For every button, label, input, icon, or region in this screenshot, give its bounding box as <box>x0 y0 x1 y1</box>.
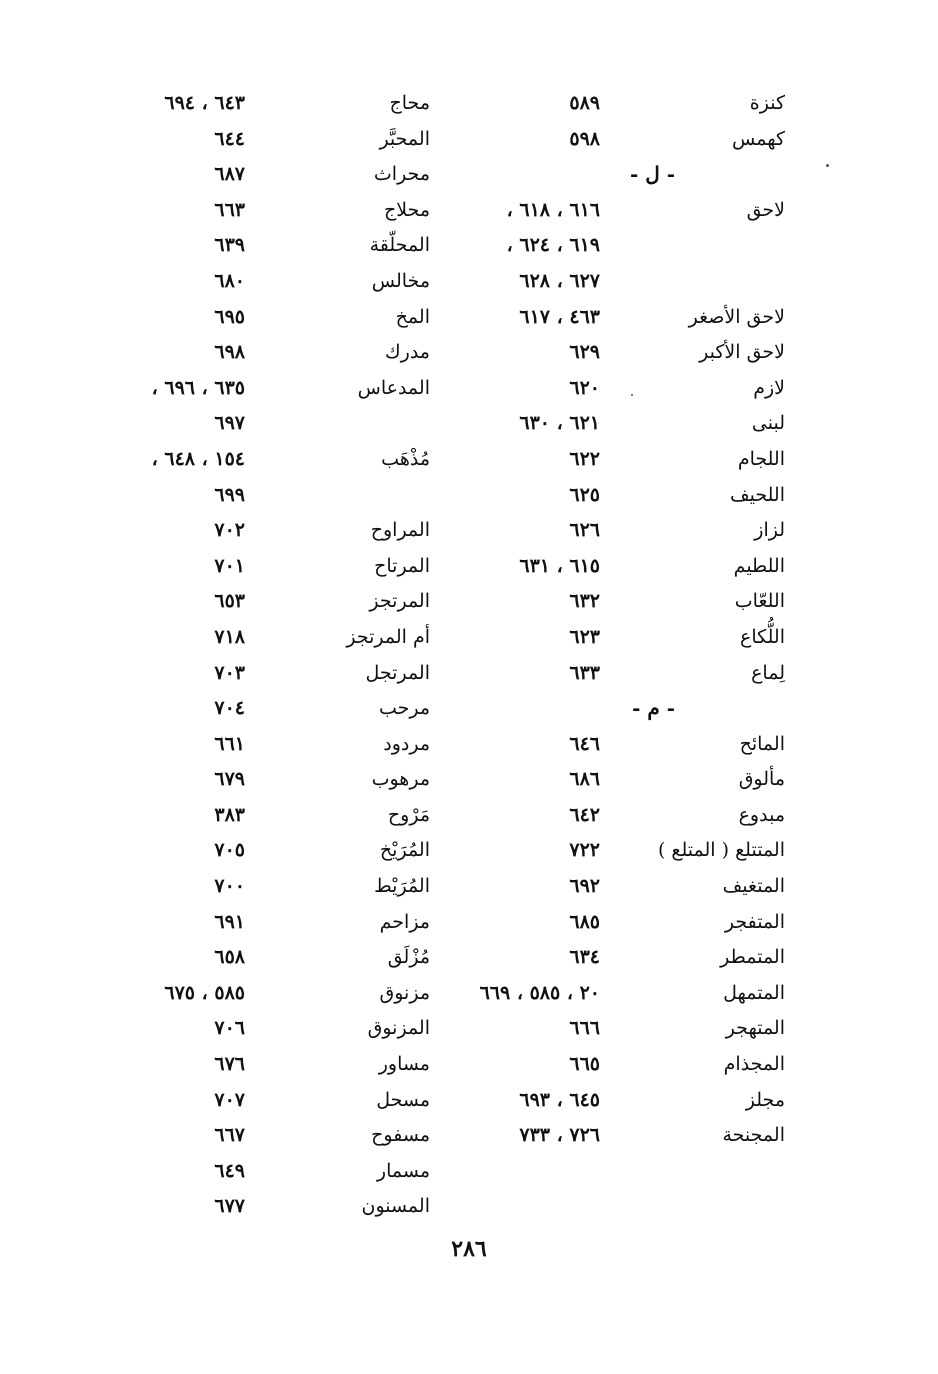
index-entry <box>455 264 785 300</box>
index-entry <box>455 193 785 229</box>
entry-name: المرتجل <box>365 661 430 684</box>
index-entry <box>455 584 785 620</box>
entry-page-refs: ٦٢٦ <box>569 519 600 542</box>
entry-name: كهمس <box>731 127 785 150</box>
entry-page-refs: ٧٠٤ <box>214 697 245 720</box>
index-entry <box>95 584 430 620</box>
entry-page-refs: ٦٤٦ <box>569 732 600 755</box>
section-letter: - م - <box>632 696 675 721</box>
entry-name: محلاج <box>383 198 430 221</box>
entry-name: المدعاس <box>357 376 430 399</box>
entry-page-refs: ٧٠٧ <box>214 1088 245 1111</box>
entry-page-refs: ٦٧٩ <box>214 768 245 791</box>
index-entry <box>455 833 785 869</box>
entry-name: لازم <box>753 376 785 399</box>
entry-page-refs: ٦٨٠ <box>214 269 245 292</box>
index-entry <box>455 406 785 442</box>
entry-name: المزنوق <box>367 1017 430 1040</box>
index-entry <box>455 762 785 798</box>
entry-name: لزاز <box>754 519 785 542</box>
entry-name: مُزْلَق <box>387 946 430 969</box>
index-entry <box>455 228 785 264</box>
index-entry <box>455 656 785 692</box>
entry-name: لاحق الأكبر <box>699 341 785 364</box>
entry-name: مجلز <box>745 1088 785 1111</box>
entry-name: اللعّاب <box>734 590 785 613</box>
index-entry <box>95 300 430 336</box>
section-letter-heading <box>455 691 785 727</box>
entry-page-refs: ٦٢٠ <box>569 376 600 399</box>
index-entry <box>95 86 430 122</box>
index-entry <box>95 833 430 869</box>
entry-name: لِماع <box>751 661 785 684</box>
entry-page-refs: ٧١٨ <box>214 625 245 648</box>
entry-page-refs: ٦٩٨ <box>214 341 245 364</box>
entry-page-refs: ٥٩٨ <box>569 127 600 150</box>
entry-name: مزاحم <box>379 910 430 933</box>
entry-name: مُذْهَب <box>381 447 430 470</box>
index-entry <box>95 228 430 264</box>
index-entry <box>95 264 430 300</box>
entry-page-refs: ٦١٦ ، ٦١٨ ، <box>506 198 600 221</box>
entry-page-refs: ٦٢٩ <box>569 341 600 364</box>
page-number: ٢٨٦ <box>451 1236 487 1262</box>
index-entry <box>455 122 785 158</box>
entry-name: مخالس <box>371 269 430 292</box>
entry-name: مسحل <box>376 1088 430 1111</box>
index-entry <box>95 1154 430 1190</box>
entry-name: المراوح <box>370 519 430 542</box>
entry-name: المتمطر <box>720 946 785 969</box>
entry-name: المتغيف <box>722 875 785 898</box>
index-entry <box>455 940 785 976</box>
entry-name: اللحيف <box>729 483 785 506</box>
entry-page-refs: ٧٠٦ <box>214 1017 245 1040</box>
index-entry <box>95 442 430 478</box>
entry-page-refs: ٦٨٦ <box>569 768 600 791</box>
index-entry <box>95 976 430 1012</box>
entry-page-refs: ٦٩٥ <box>214 305 245 328</box>
index-entry <box>95 193 430 229</box>
entry-page-refs: ٦٣٥ ، ٦٩٦ ، <box>151 376 245 399</box>
entry-name: مدرك <box>385 341 430 364</box>
index-entry <box>95 371 430 407</box>
index-entry <box>95 157 430 193</box>
entry-page-refs: ٧٠٥ <box>214 839 245 862</box>
entry-name: المسنون <box>361 1195 430 1218</box>
index-entry <box>95 335 430 371</box>
index-entry <box>455 1011 785 1047</box>
entry-page-refs: ٦١٥ ، ٦٣١ <box>519 554 600 577</box>
entry-page-refs: ٦٤٢ <box>569 803 600 826</box>
entry-page-refs: ٦٦٣ <box>214 198 245 221</box>
index-entry <box>95 691 430 727</box>
index-entry <box>95 1083 430 1119</box>
entry-page-refs: ٦٣٩ <box>214 234 245 257</box>
entry-page-refs: ٢٠ ، ٥٨٥ ، ٦٦٩ <box>479 981 600 1004</box>
entry-page-refs: ٦٧٧ <box>214 1195 245 1218</box>
entry-name: مَرْوح <box>387 803 430 826</box>
entry-page-refs: ٧٢٢ <box>569 839 600 862</box>
entry-page-refs: ٦٢٥ <box>569 483 600 506</box>
entry-page-refs: ٦٥٣ <box>214 590 245 613</box>
entry-page-refs: ٦٥٨ <box>214 946 245 969</box>
index-entry <box>95 122 430 158</box>
entry-page-refs: ٥٨٥ ، ٦٧٥ <box>164 981 245 1004</box>
entry-name: المُرَيْط <box>374 875 430 898</box>
entry-name: المتتلع ( المتلع ) <box>657 839 785 862</box>
entry-page-refs: ٦٤٥ ، ٦٩٣ <box>519 1088 600 1111</box>
entry-page-refs: ٦٧٦ <box>214 1053 245 1076</box>
entry-page-refs: ٦٩٩ <box>214 483 245 506</box>
index-entry <box>455 335 785 371</box>
index-entry <box>95 762 430 798</box>
entry-name: المتفجر <box>724 910 785 933</box>
index-entry <box>455 300 785 336</box>
entry-name: المائح <box>739 732 785 755</box>
index-entry <box>455 905 785 941</box>
entry-page-refs: ٦٣٣ <box>569 661 600 684</box>
entry-name: مردود <box>383 732 430 755</box>
entry-page-refs: ٦٦١ <box>214 732 245 755</box>
entry-page-refs: ٧٠٢ <box>214 519 245 542</box>
entry-page-refs: ٦٦٧ <box>214 1124 245 1147</box>
index-entry <box>455 86 785 122</box>
index-entry <box>95 549 430 585</box>
index-column-right <box>455 86 785 1154</box>
entry-name: المرتاح <box>374 554 430 577</box>
entry-page-refs: ١٥٤ ، ٦٤٨ ، <box>151 447 245 470</box>
entry-name: اللجام <box>737 447 785 470</box>
entry-name: مرهوب <box>371 768 430 791</box>
index-entry <box>455 798 785 834</box>
entry-name: المُرَيْخ <box>379 839 430 862</box>
entry-name: مألوق <box>738 768 785 791</box>
entry-name: لاحق <box>746 198 785 221</box>
entry-name: المخ <box>395 305 430 328</box>
entry-page-refs: ٦٤٤ <box>214 127 245 150</box>
scan-speck <box>826 164 829 167</box>
entry-page-refs: ٦٩١ <box>214 910 245 933</box>
entry-page-refs: ٥٨٩ <box>569 92 600 114</box>
index-entry <box>455 478 785 514</box>
entry-name: المحبَّر <box>379 127 430 150</box>
entry-name: المجذام <box>723 1053 785 1076</box>
index-entry <box>455 1118 785 1154</box>
entry-name: اللطيم <box>733 554 785 577</box>
index-entry <box>455 442 785 478</box>
index-entry <box>95 1011 430 1047</box>
index-entry <box>95 869 430 905</box>
index-entry <box>455 549 785 585</box>
section-letter-heading <box>455 157 785 193</box>
index-entry <box>95 1118 430 1154</box>
entry-page-refs: ٦٦٦ <box>569 1017 600 1040</box>
index-entry <box>455 1047 785 1083</box>
entry-page-refs: ٦٩٢ <box>569 875 600 898</box>
entry-page-refs: ٦٢٧ ، ٦٢٨ <box>519 269 600 292</box>
entry-page-refs: ٧٢٦ ، ٧٣٣ <box>519 1124 600 1147</box>
index-entry <box>95 940 430 976</box>
index-entry <box>95 1189 430 1225</box>
entry-page-refs: ٣٨٣ <box>214 803 245 826</box>
index-column-left <box>95 86 430 1225</box>
entry-page-refs: ٧٠٣ <box>214 661 245 684</box>
section-letter: - ل - <box>629 162 675 187</box>
index-entry <box>95 656 430 692</box>
entry-page-refs: ٦٤٣ ، ٦٩٤ <box>164 92 245 114</box>
entry-name: محراث <box>373 163 430 186</box>
index-entry <box>455 371 785 407</box>
index-entry <box>95 478 430 514</box>
entry-name: اللُّكاع <box>740 625 785 648</box>
entry-page-refs: ٦٢٢ <box>569 447 600 470</box>
entry-name: المتمهل <box>723 981 785 1004</box>
entry-page-refs: ٧٠١ <box>214 554 245 577</box>
entry-name: المتهجر <box>725 1017 785 1040</box>
entry-name: المرتجز <box>369 590 430 613</box>
index-entry <box>95 513 430 549</box>
index-entry <box>455 976 785 1012</box>
entry-name: مساور <box>378 1053 430 1076</box>
index-entry <box>455 727 785 763</box>
index-entry <box>95 798 430 834</box>
entry-name: المحلّقة <box>369 234 430 257</box>
index-entry <box>455 513 785 549</box>
entry-name: محاج <box>389 92 430 114</box>
entry-page-refs: ٦١٩ ، ٦٢٤ ، <box>506 234 600 257</box>
entry-page-refs: ٧٠٠ <box>214 875 245 898</box>
entry-page-refs: ٦٦٥ <box>569 1053 600 1076</box>
index-entry <box>95 1047 430 1083</box>
entry-name: مزنوق <box>379 981 430 1004</box>
entry-name: لاحق الأصغر <box>688 305 785 328</box>
entry-name: كنزة <box>749 92 785 114</box>
index-entry <box>95 905 430 941</box>
entry-name: مبدوع <box>738 803 785 826</box>
entry-page-refs: ٦٣٤ <box>569 946 600 969</box>
index-entry <box>455 1083 785 1119</box>
index-entry <box>455 620 785 656</box>
index-entry <box>95 620 430 656</box>
entry-name: المجنحة <box>722 1124 785 1147</box>
entry-page-refs: ٤٦٣ ، ٦١٧ <box>519 305 600 328</box>
index-entry <box>95 727 430 763</box>
index-entry <box>95 406 430 442</box>
entry-page-refs: ٦٢١ ، ٦٣٠ <box>519 412 600 435</box>
scan-speck <box>631 394 633 396</box>
entry-name: لبنى <box>751 412 785 435</box>
entry-name: مسفوح <box>371 1124 430 1147</box>
entry-page-refs: ٦٨٥ <box>569 910 600 933</box>
entry-name: مرحب <box>378 697 430 720</box>
index-entry <box>455 869 785 905</box>
entry-page-refs: ٦٤٩ <box>214 1159 245 1182</box>
entry-name: مسمار <box>376 1159 430 1182</box>
entry-page-refs: ٦٢٣ <box>569 625 600 648</box>
entry-page-refs: ٦٨٧ <box>214 163 245 186</box>
entry-page-refs: ٦٩٧ <box>214 412 245 435</box>
entry-page-refs: ٦٣٢ <box>569 590 600 613</box>
entry-name: أم المرتجز <box>346 625 430 648</box>
